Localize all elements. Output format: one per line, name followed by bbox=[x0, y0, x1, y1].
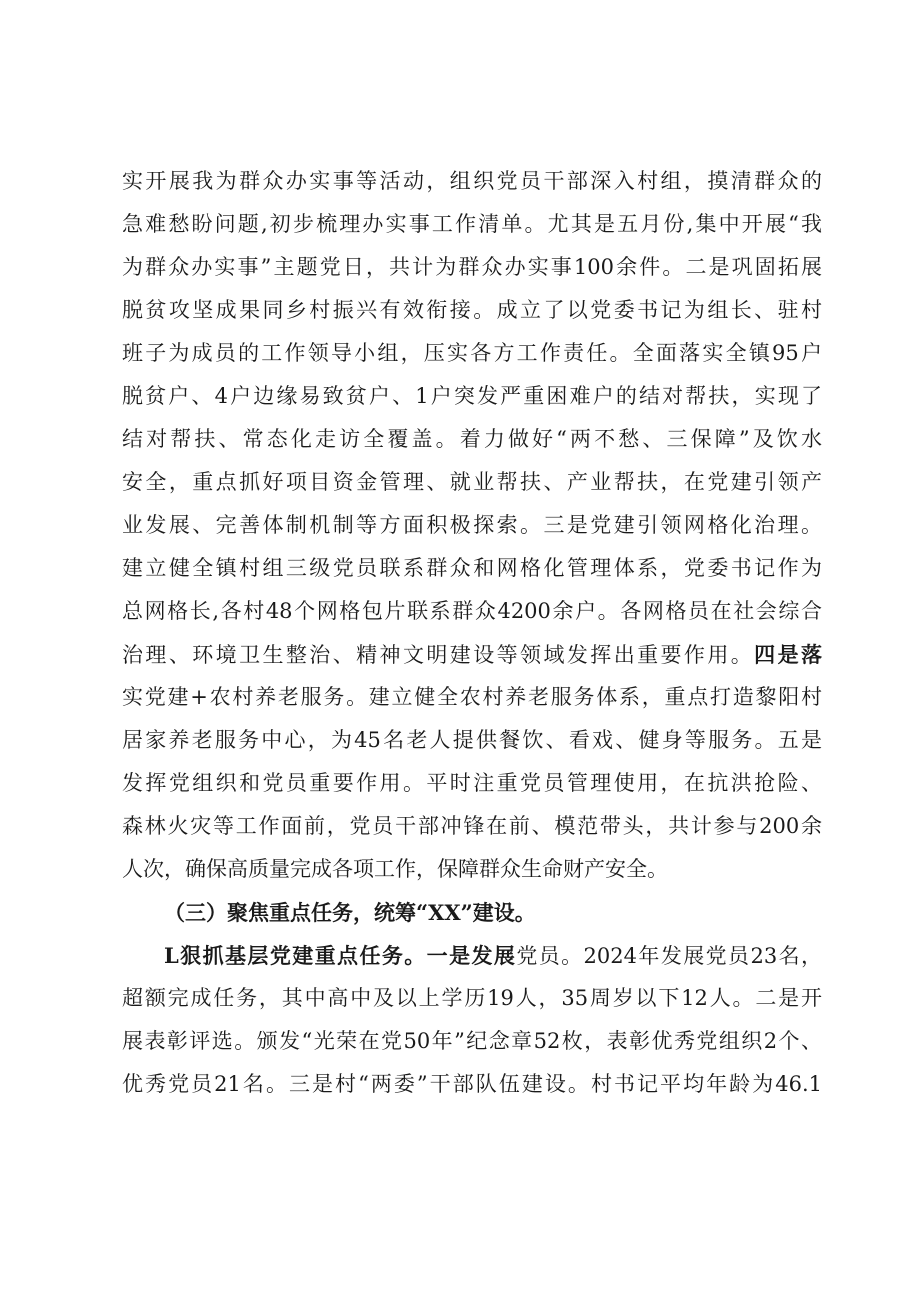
text-segment-bold: 四是落 bbox=[754, 642, 822, 667]
document-body bbox=[122, 160, 822, 1106]
text-line: 人次，确保高质量完成各项工作，保障群众生命财产安全。 bbox=[122, 857, 668, 881]
text-line: 总网格长,各村48个网格包片联系群众4200余户。各网格员在社会综合 bbox=[122, 599, 822, 623]
text-line bbox=[122, 633, 822, 676]
text-line: 超额完成任务，其中高中及以上学历19人，35周岁以下12人。二是开 bbox=[122, 986, 822, 1010]
text-line: 居家养老服务中心，为45名老人提供餐饮、看戏、健身等服务。五是 bbox=[122, 728, 822, 752]
text-segment-bold: L狠抓基层党建重点任务。一是发展 bbox=[164, 943, 517, 968]
text-segment: 治理、环境卫生整治、精神文明建设等领域发挥出重要作用。 bbox=[122, 643, 755, 667]
text-line: 结对帮扶、常态化走访全覆盖。着力做好“两不愁、三保障”及饮水 bbox=[122, 427, 822, 451]
text-line: 展表彰评选。颁发“光荣在党50年”纪念章52枚，表彰优秀党组织2个、 bbox=[122, 1029, 822, 1053]
text-line: 急难愁盼问题,初步梳理办实事工作清单。尤其是五月份,集中开展“我 bbox=[122, 212, 822, 236]
text-line: 森林火灾等工作面前，党员干部冲锋在前、模范带头，共计参与200余 bbox=[122, 814, 822, 838]
text-line: 脱贫户、4户边缘易致贫户、1户突发严重困难户的结对帮扶，实现了 bbox=[122, 384, 822, 408]
text-line: 优秀党员21名。三是村“两委”干部队伍建设。村书记平均年龄为46.1 bbox=[122, 1072, 822, 1096]
text-line: 班子为成员的工作领导小组，压实各方工作责任。全面落实全镇95户 bbox=[122, 341, 822, 365]
text-line: 业发展、完善体制机制等方面积极探索。三是党建引领网格化治理。 bbox=[122, 513, 822, 537]
text-line: 安全，重点抓好项目资金管理、就业帮扶、产业帮扶，在党建引领产 bbox=[122, 470, 822, 494]
text-line bbox=[122, 934, 822, 977]
text-line: 实开展我为群众办实事等活动，组织党员干部深入村组，摸清群众的 bbox=[122, 169, 822, 193]
text-line: 脱贫攻坚成果同乡村振兴有效衔接。成立了以党委书记为组长、驻村 bbox=[122, 298, 822, 322]
text-line: 实党建+农村养老服务。建立健全农村养老服务体系，重点打造黎阳村 bbox=[122, 685, 822, 709]
text-line: 发挥党组织和党员重要作用。平时注重党员管理使用，在抗洪抢险、 bbox=[122, 771, 822, 795]
text-segment: 党员。2024年发展党员23名， bbox=[516, 944, 822, 968]
section-heading: （三）聚焦重点任务，统筹“XX”建设。 bbox=[164, 900, 536, 925]
text-line: 为群众办实事”主题党日，共计为群众办实事100余件。二是巩固拓展 bbox=[122, 255, 822, 279]
text-line: 建立健全镇村组三级党员联系群众和网格化管理体系，党委书记作为 bbox=[122, 556, 822, 580]
